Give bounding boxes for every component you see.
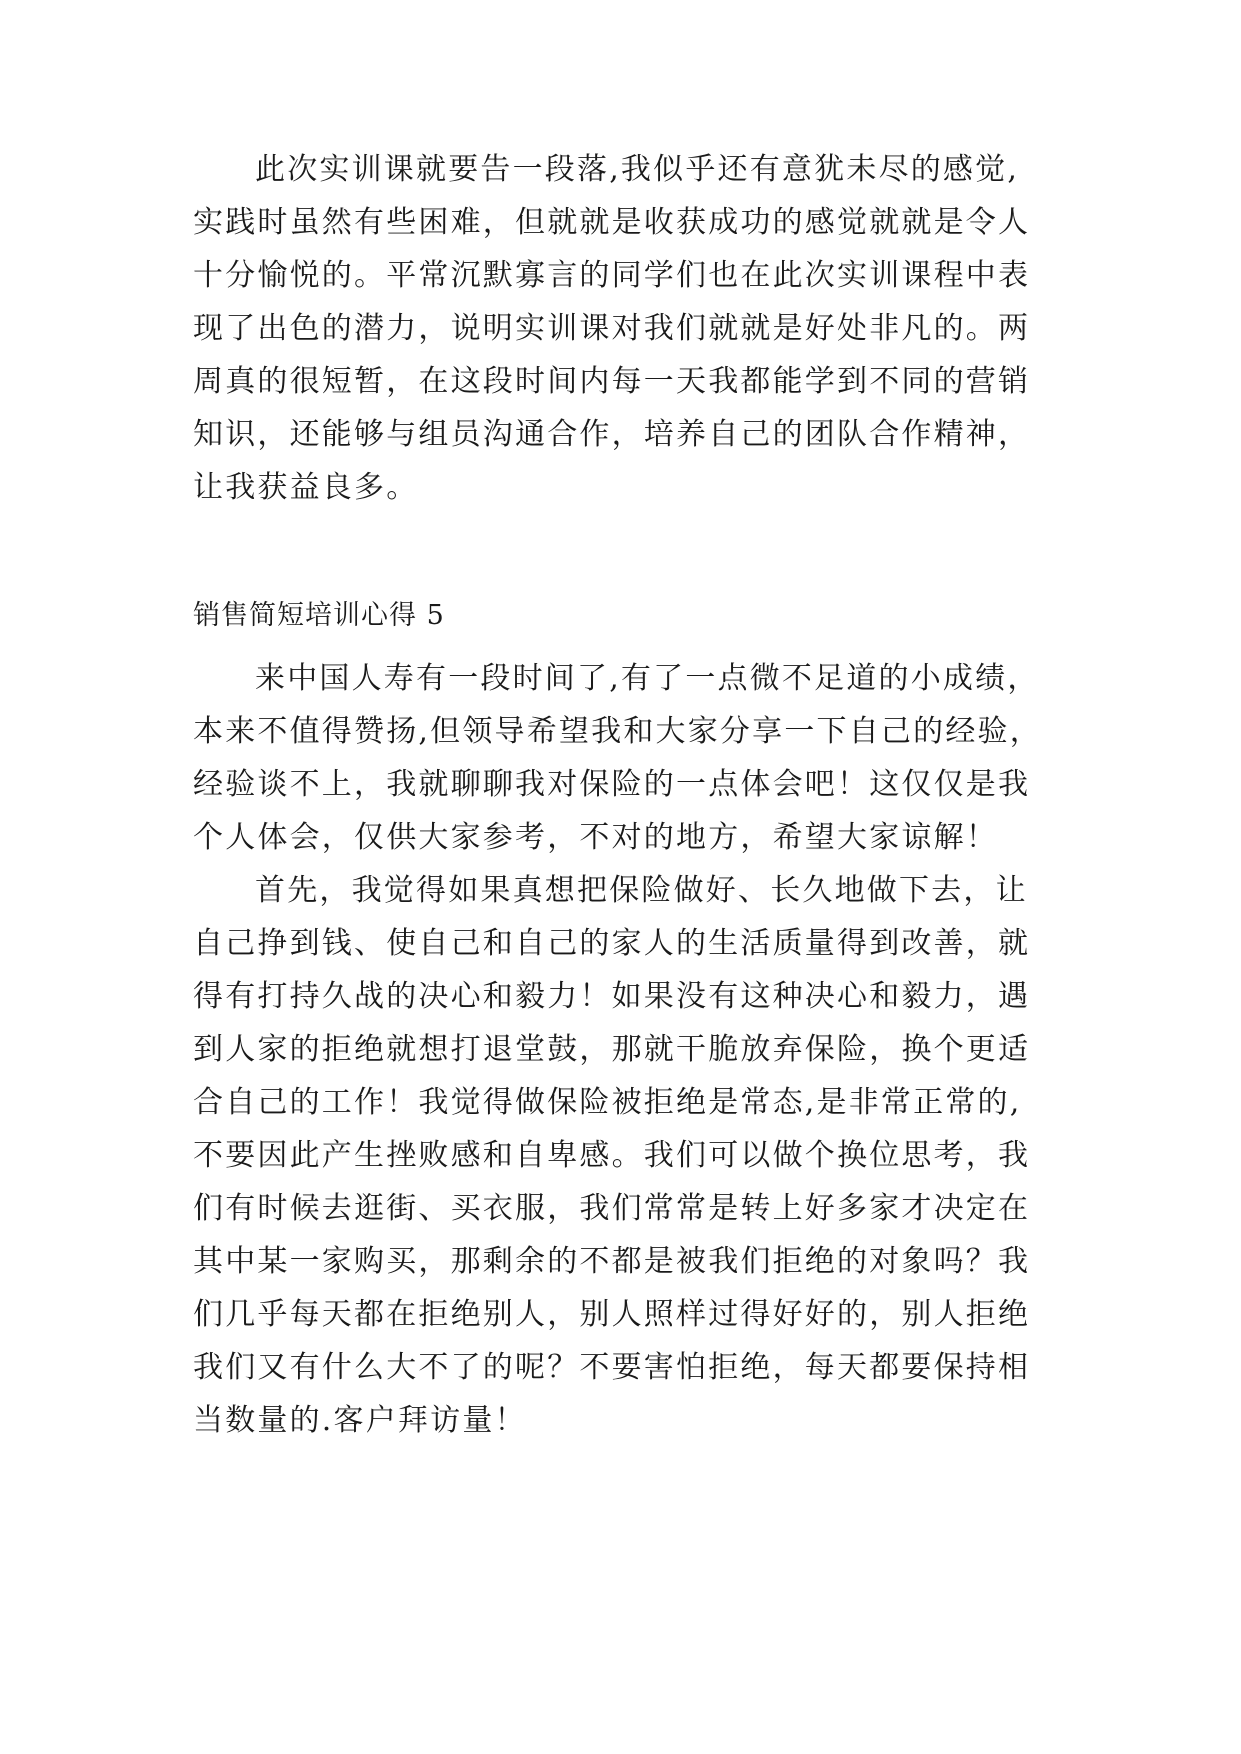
paragraph-line: 经验谈不上，我就聊聊我对保险的一点体会吧！这仅仅是我 — [193, 767, 1031, 802]
paragraph-line: 得有打持久战的决心和毅力！如果没有这种决心和毅力，遇 — [193, 979, 1031, 1014]
paragraph-line: 们几乎每天都在拒绝别人，别人照样过得好好的，别人拒绝 — [193, 1297, 1031, 1332]
paragraph-line: 周真的很短暂，在这段时间内每一天我都能学到不同的营销 — [193, 364, 1031, 399]
paragraph-line: 来中国人寿有一段时间了,有了一点微不足道的小成绩， — [255, 661, 1040, 696]
paragraph-line: 知识，还能够与组员沟通合作，培养自己的团队合作精神， — [193, 417, 1031, 452]
section-heading: 销售简短培训心得 5 — [193, 600, 445, 631]
paragraph-line: 现了出色的潜力，说明实训课对我们就就是好处非凡的。两 — [193, 311, 1031, 346]
paragraph-line: 不要因此产生挫败感和自卑感。我们可以做个换位思考，我 — [193, 1138, 1031, 1173]
paragraph-line: 其中某一家购买，那剩余的不都是被我们拒绝的对象吗？我 — [193, 1244, 1031, 1279]
paragraph-line: 当数量的.客户拜访量！ — [193, 1403, 527, 1438]
paragraph-line: 首先，我觉得如果真想把保险做好、长久地做下去，让 — [255, 873, 1028, 908]
paragraph-line: 实践时虽然有些困难，但就就是收获成功的感觉就就是令人 — [193, 205, 1031, 240]
paragraph-line: 十分愉悦的。平常沉默寡言的同学们也在此次实训课程中表 — [193, 258, 1031, 293]
paragraph-line: 合自己的工作！我觉得做保险被拒绝是常态,是非常正常的, — [193, 1085, 1022, 1120]
paragraph-line: 我们又有什么大不了的呢？不要害怕拒绝，每天都要保持相 — [193, 1350, 1031, 1385]
paragraph-line: 们有时候去逛街、买衣服，我们常常是转上好多家才决定在 — [193, 1191, 1031, 1226]
paragraph-line: 自己挣到钱、使自己和自己的家人的生活质量得到改善，就 — [193, 926, 1031, 961]
paragraph-line: 此次实训课就要告一段落,我似乎还有意犹未尽的感觉, — [255, 152, 1020, 187]
paragraph-line: 让我获益良多。 — [193, 470, 419, 505]
paragraph-line: 个人体会，仅供大家参考，不对的地方，希望大家谅解！ — [193, 820, 998, 855]
paragraph-line: 本来不值得赞扬,但领导希望我和大家分享一下自己的经验， — [193, 714, 1042, 749]
paragraph-line: 到人家的拒绝就想打退堂鼓，那就干脆放弃保险，换个更适 — [193, 1032, 1031, 1067]
